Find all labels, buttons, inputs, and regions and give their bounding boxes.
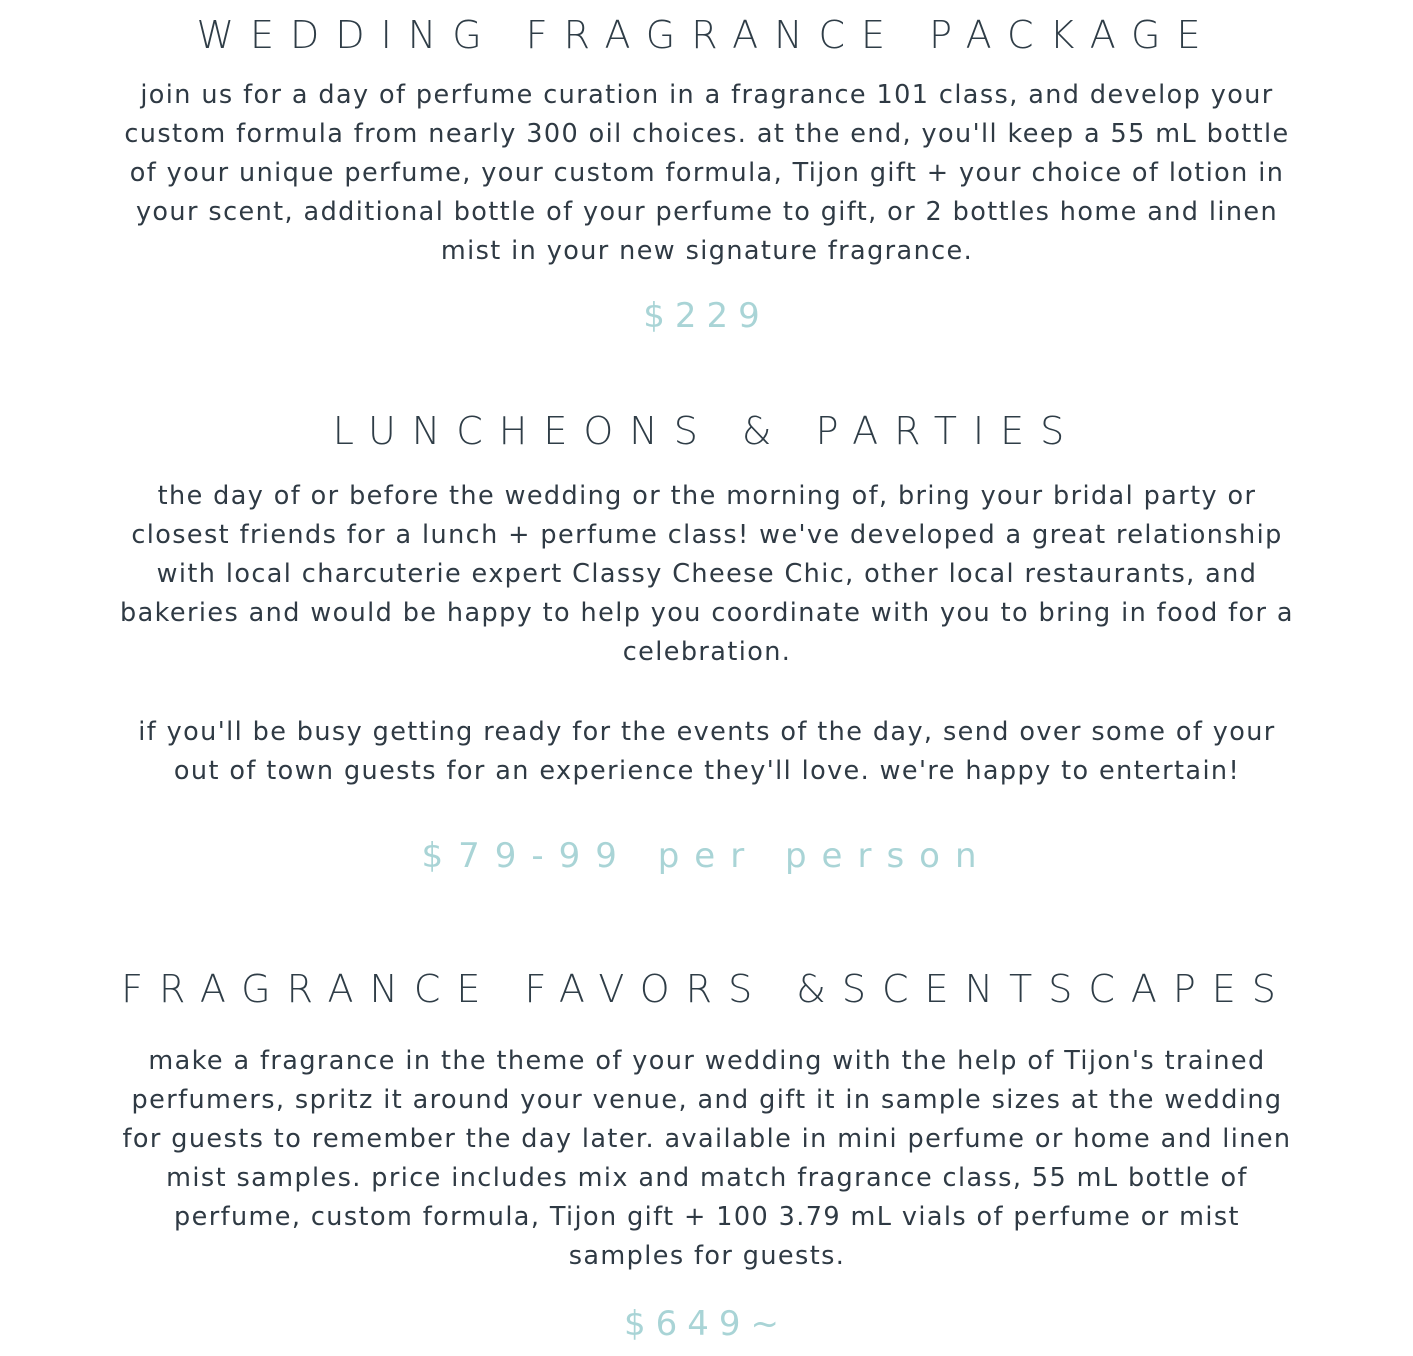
wedding-package-title: WEDDING FRAGRANCE PACKAGE (196, 13, 1217, 57)
luncheons-parties-guests-note: if you'll be busy getting ready for the events of the day, send over some of your out of town guests for an experience they'll love. we're happy to entertain! (138, 717, 1276, 786)
luncheons-parties-description: the day of or before the wedding or the morning of, bring your bridal party or closest friends for a lunch + perfume class! we've developed a great relationship with local charcuterie expert Classy Cheese Chic, other local restaurants, and bakeries and would be happy to help you coordinate with you to bring in food for a celebration. (120, 481, 1294, 667)
favors-scentscapes-description: make a fragrance in the theme of your wedding with the help of Tijon's trained perfumers, spritz it around your venue, and gift it in sample sizes at the wedding for guests to remember the day later. available in mini perfume or home and linen mist samples. price includes mix and match fragrance class, 55 mL bottle of perfume, custom formula, Tijon gift + 100 3.79 mL vials of perfume or mist samples for guests. (122, 1046, 1292, 1271)
favors-scentscapes-title: FRAGRANCE FAVORS &SCENTSCAPES (121, 967, 1292, 1011)
wedding-package-price: $229 (643, 296, 770, 336)
luncheons-parties-price: $79-99 per person (421, 836, 992, 876)
luncheons-parties-title: LUNCHEONS & PARTIES (332, 409, 1081, 453)
favors-scentscapes-price: $649~ (623, 1304, 789, 1344)
wedding-package-description: join us for a day of perfume curation in a fragrance 101 class, and develop your custom formula from nearly 300 oil choices. at the end, you'll keep a 55 mL bottle of your unique perfume, your custom formula, Tijon gift + your choice of lotion in your scent, additional bottle of your perfume to gift, or 2 bottles home and linen mist in your new signature fragrance. (124, 80, 1290, 266)
